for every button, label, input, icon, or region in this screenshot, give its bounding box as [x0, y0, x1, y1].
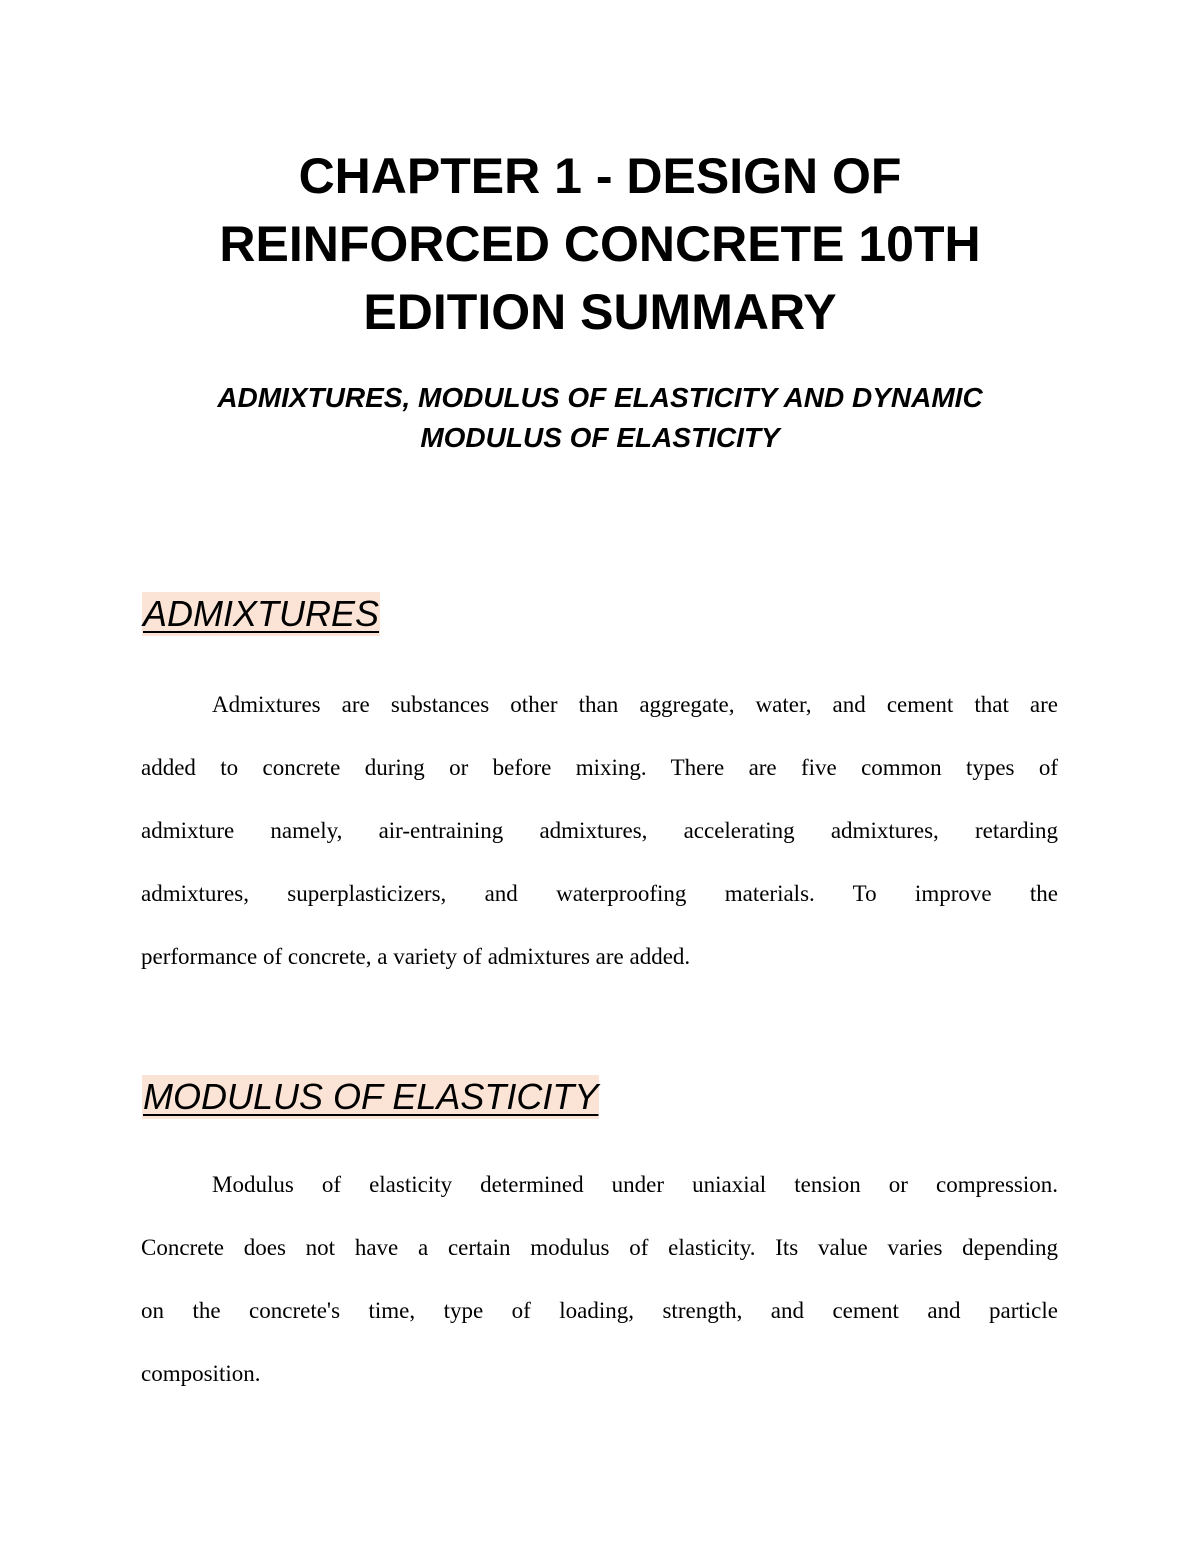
paragraph-line: on the concrete's time, type of loading, strength, and cement and particle: [141, 1298, 1058, 1323]
paragraph-line: Modulus of elasticity determined under uniaxial tension or compression.: [212, 1172, 1058, 1197]
paragraph-line: added to concrete during or before mixing. There are five common types of: [141, 755, 1058, 780]
paragraph-line: performance of concrete, a variety of admixtures are added.: [141, 944, 691, 969]
paragraph-line: admixture namely, air-entraining admixtures, accelerating admixtures, retarding: [141, 818, 1058, 843]
subtitle-line-2: MODULUS OF ELASTICITY: [420, 422, 780, 453]
title-line-3: EDITION SUMMARY: [363, 284, 837, 340]
page-subtitle: [140, 378, 1060, 458]
paragraph-line: Admixtures are substances other than aggregate, water, and cement that are: [212, 692, 1058, 717]
section-heading-modulus-of-elasticity: MODULUS OF ELASTICITY: [143, 1076, 599, 1117]
subtitle-line-1: ADMIXTURES, MODULUS OF ELASTICITY AND DYNAMIC: [217, 382, 983, 413]
paragraph-modulus-of-elasticity: [141, 1153, 1058, 1405]
paragraph-line: admixtures, superplasticizers, and waterproofing materials. To improve the: [141, 881, 1058, 906]
paragraph-line: composition.: [141, 1361, 261, 1386]
paragraph-line: Concrete does not have a certain modulus of elasticity. Its value varies depending: [141, 1235, 1058, 1260]
section-heading-admixtures: ADMIXTURES: [143, 593, 380, 634]
page-title: [140, 142, 1060, 346]
paragraph-admixtures: [141, 673, 1058, 988]
title-line-2: REINFORCED CONCRETE 10TH: [219, 216, 981, 272]
title-line-1: CHAPTER 1 - DESIGN OF: [298, 148, 902, 204]
